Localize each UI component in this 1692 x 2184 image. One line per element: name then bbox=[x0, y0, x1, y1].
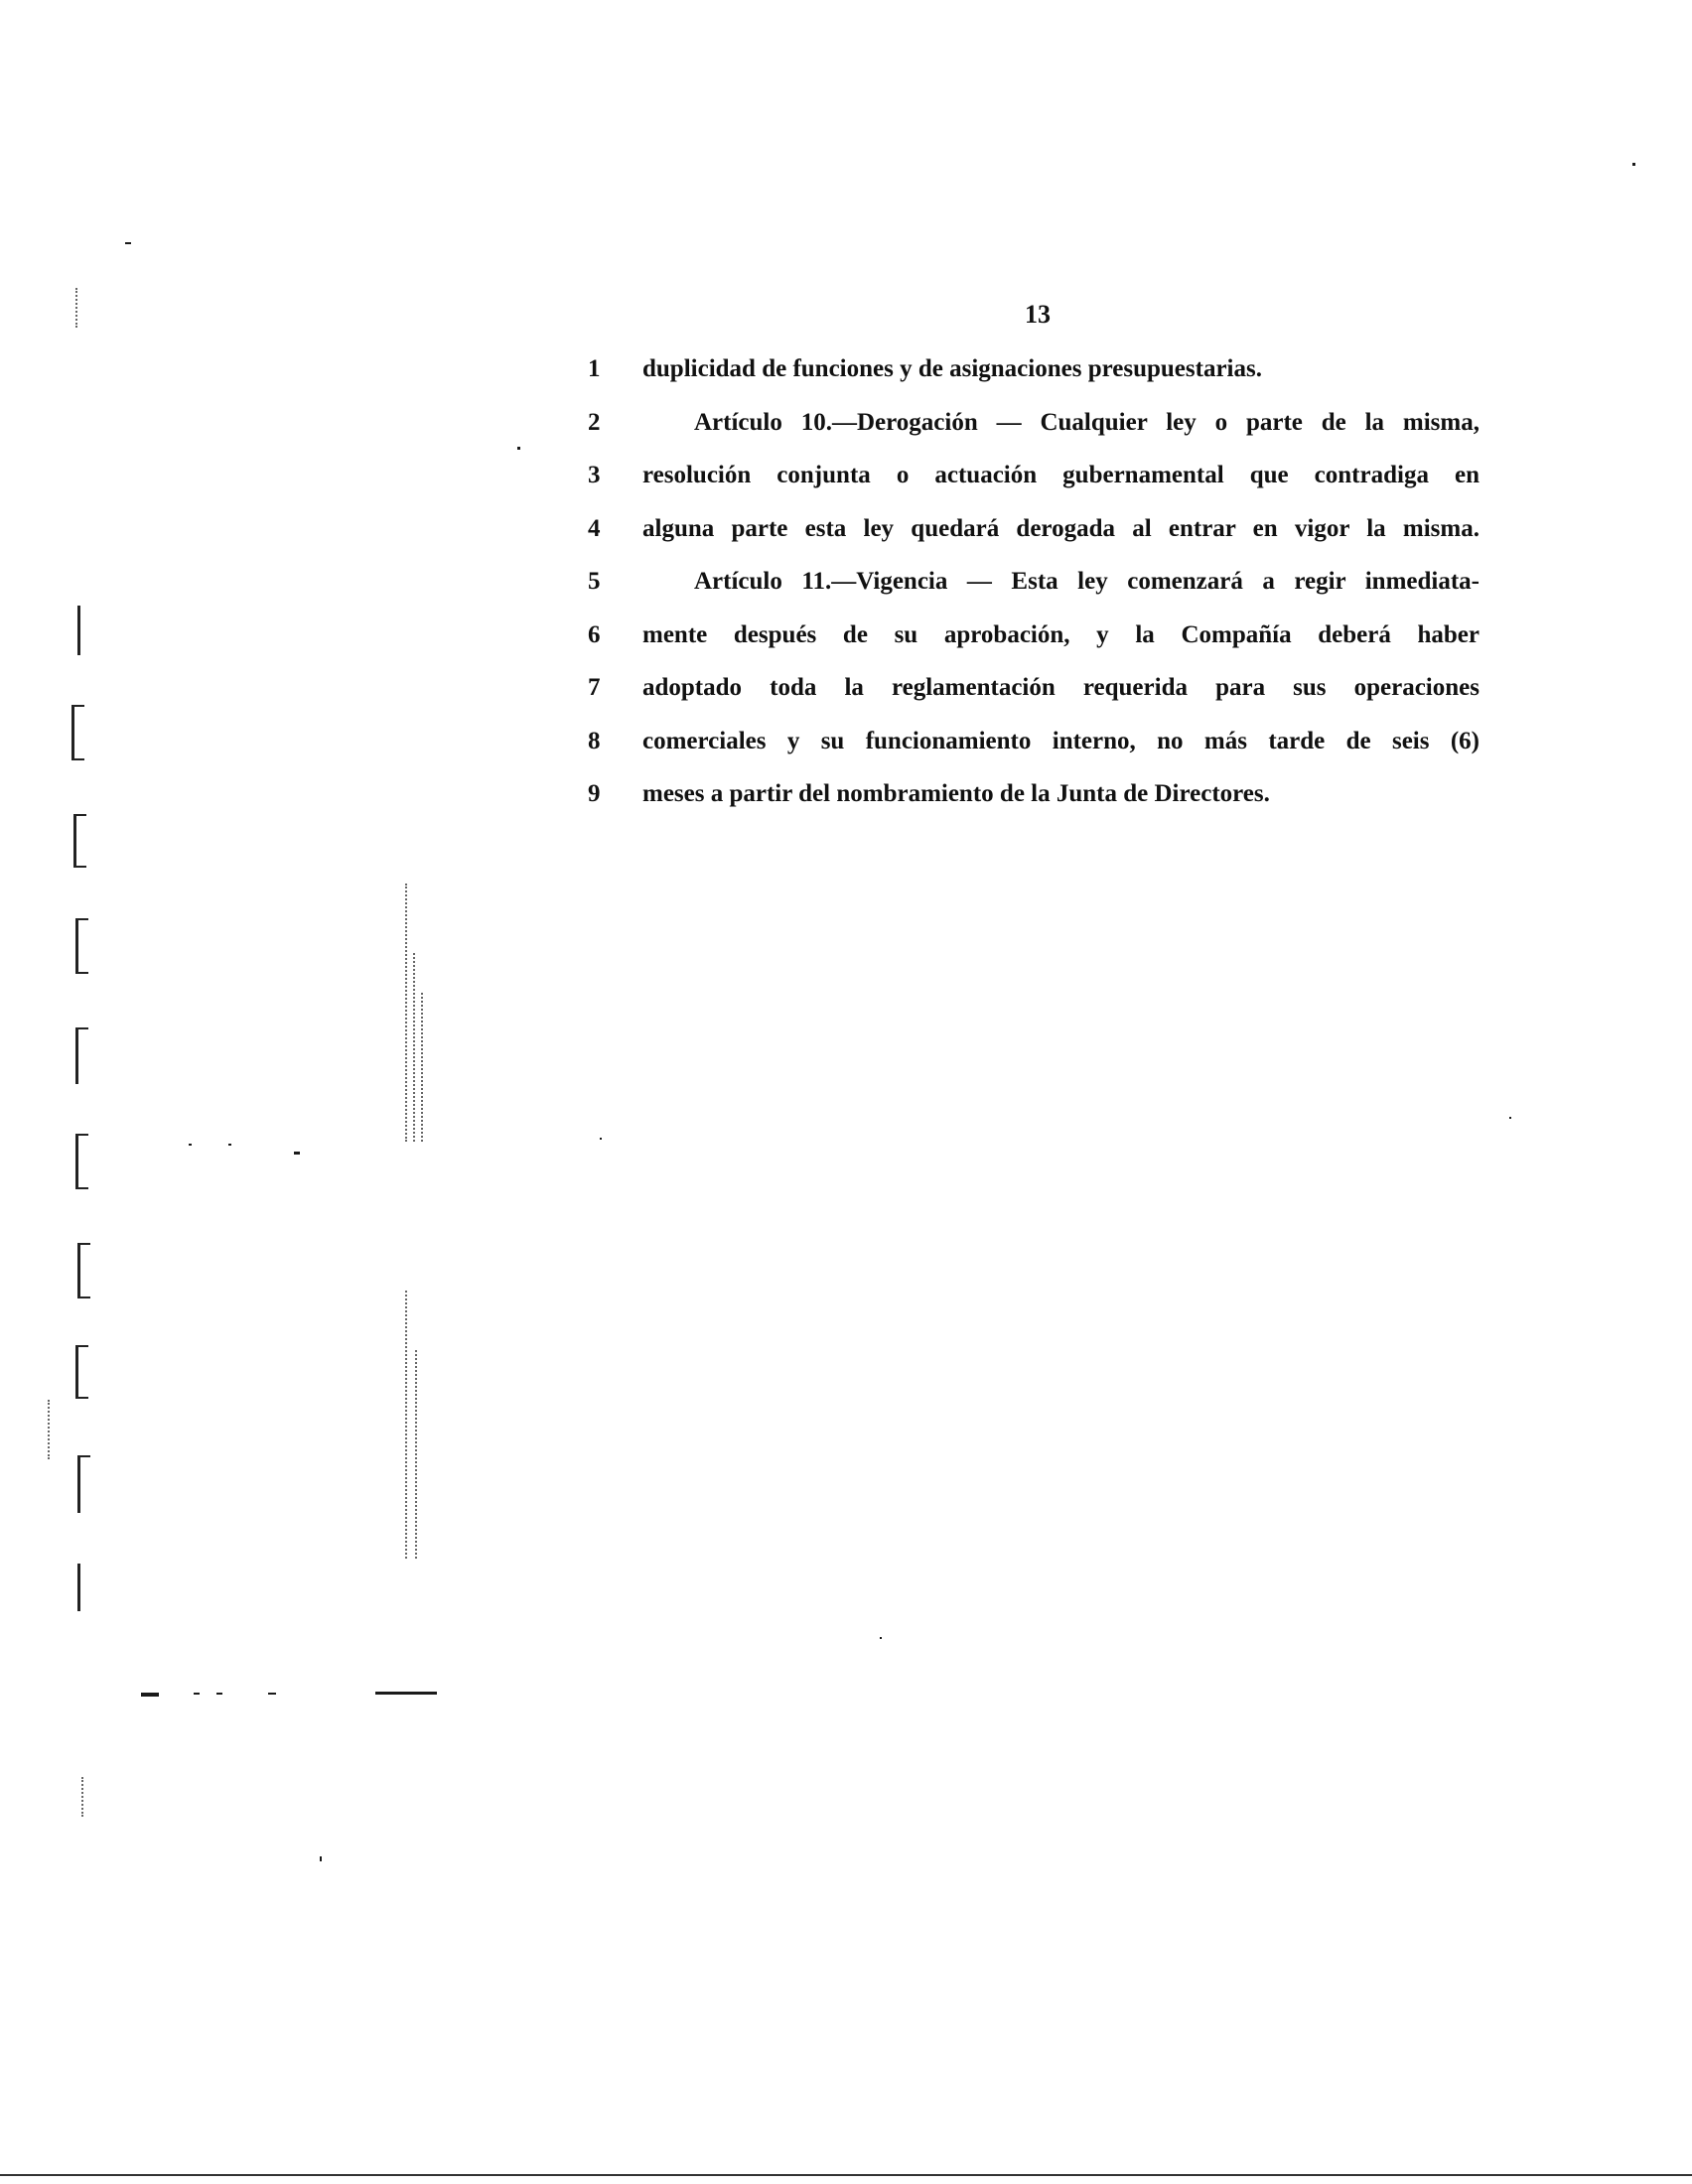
line-number: 5 bbox=[588, 568, 601, 595]
line-text: comerciales y su funcionamiento interno, no más tarde de seis (6) bbox=[642, 727, 1480, 754]
scan-streak bbox=[421, 993, 423, 1142]
scan-streak bbox=[405, 884, 407, 1142]
text-line bbox=[588, 562, 1481, 615]
line-text: adoptado toda la reglamentación requerida para sus operaciones bbox=[642, 674, 1480, 701]
scan-speck bbox=[320, 1856, 322, 1861]
text-line bbox=[588, 349, 1481, 403]
line-number: 8 bbox=[588, 727, 601, 754]
line-text: Artículo 10.—Derogación — Cualquier ley o parte de la misma, bbox=[694, 408, 1480, 436]
scan-bracket-mark bbox=[71, 705, 84, 760]
scan-bracket-mark bbox=[73, 814, 86, 868]
scan-speck bbox=[880, 1637, 882, 1639]
scan-dash bbox=[375, 1692, 437, 1695]
line-text: alguna parte esta ley quedará derogada al entrar en vigor la misma. bbox=[642, 514, 1480, 542]
scan-bracket-mark bbox=[77, 606, 90, 655]
line-number: 6 bbox=[588, 620, 601, 648]
line-text: mente después de su aprobación, y la Compañía deberá haber bbox=[642, 620, 1480, 648]
scan-speck bbox=[517, 447, 520, 450]
scan-speck bbox=[1632, 163, 1635, 166]
line-text: duplicidad de funciones y de asignaciones presupuestarias. bbox=[642, 355, 1262, 382]
text-line bbox=[588, 509, 1481, 563]
text-line bbox=[588, 403, 1481, 457]
scan-streak bbox=[81, 1777, 83, 1817]
scan-bracket-mark bbox=[77, 1564, 90, 1611]
line-number: 2 bbox=[588, 408, 601, 436]
scan-bracket-mark bbox=[75, 918, 88, 974]
scan-speck bbox=[1509, 1117, 1511, 1119]
text-line bbox=[588, 774, 1481, 828]
scan-dash bbox=[194, 1693, 200, 1695]
scan-bracket-mark bbox=[77, 1243, 90, 1298]
line-text: Artículo 11.—Vigencia — Esta ley comenzará a regir inmediata- bbox=[694, 568, 1480, 595]
line-number: 9 bbox=[588, 780, 601, 807]
scan-bracket-mark bbox=[75, 1345, 88, 1399]
line-text: resolución conjunta o actuación gubernamental que contradiga en bbox=[642, 462, 1480, 488]
scan-bracket-mark bbox=[75, 1134, 88, 1189]
scan-speck bbox=[600, 1138, 602, 1140]
scan-dash bbox=[216, 1693, 222, 1695]
line-number: 4 bbox=[588, 514, 601, 542]
line-text: meses a partir del nombramiento de la Junta de Directores. bbox=[642, 780, 1270, 807]
text-line bbox=[588, 722, 1481, 775]
scan-speck bbox=[189, 1144, 192, 1146]
scan-streak bbox=[48, 1400, 50, 1459]
scan-bracket-mark bbox=[75, 1027, 88, 1084]
scan-streak bbox=[405, 1291, 407, 1559]
text-line bbox=[588, 456, 1481, 509]
scan-bracket-mark bbox=[77, 1455, 90, 1513]
page-number: 13 bbox=[1025, 300, 1051, 329]
scan-streak bbox=[75, 288, 77, 328]
line-number: 1 bbox=[588, 355, 601, 382]
scan-speck bbox=[228, 1144, 231, 1146]
text-line bbox=[588, 615, 1481, 669]
scan-speck bbox=[125, 242, 131, 244]
scan-streak bbox=[413, 953, 415, 1142]
scan-streak bbox=[415, 1350, 417, 1559]
law-text-block bbox=[588, 349, 1481, 828]
text-line bbox=[588, 668, 1481, 722]
line-number: 3 bbox=[588, 462, 601, 488]
line-number: 7 bbox=[588, 674, 601, 701]
scan-dash bbox=[141, 1693, 159, 1697]
bottom-edge-line bbox=[0, 2174, 1692, 2176]
scan-speck bbox=[294, 1152, 300, 1155]
scan-dash bbox=[268, 1693, 276, 1695]
